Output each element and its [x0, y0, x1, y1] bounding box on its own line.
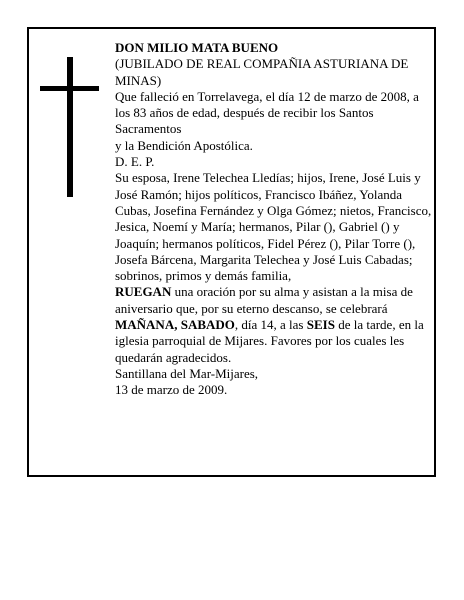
cross-icon-bar: [40, 86, 99, 91]
deceased-name: DON MILIO MATA BUENO: [115, 40, 279, 55]
request-text: una oración por su alma y asistan a la misa de aniversario que, por su eterno descanso, se celebrará: [115, 284, 417, 316]
death-details: Que falleció en Torrelavega, el día 12 de marzo de 2008, a los 83 años de edad, después de recibir los Santos Sacramentos: [115, 88, 423, 137]
request-word: RUEGAN: [115, 284, 172, 300]
closing-text: de la tarde, en la iglesia parroquial de Mijares. Favores por los cuales les quedarán agradecidos.: [115, 317, 427, 365]
mass-day-text: , día 14, a las: [234, 317, 307, 333]
rip-line: D. E. P.: [115, 154, 155, 170]
obituary-text: [115, 40, 435, 399]
mass-day: MAÑANA, SABADO: [115, 317, 235, 333]
place-line: Santillana del Mar-Mijares,: [115, 365, 259, 381]
deceased-affiliation: (JUBILADO DE REAL COMPAÑIA ASTURIANA DE MINAS): [115, 56, 412, 88]
cross-icon: [67, 57, 73, 197]
date-line: 13 de marzo de 2009.: [115, 382, 228, 398]
mass-time: SEIS: [306, 317, 335, 333]
sacraments-line: y la Bendición Apostólica.: [115, 137, 253, 153]
family-list: Su esposa, Irene Telechea Lledías; hijos, Irene, José Luis y José Ramón; hijos políticos, Francisco Ibáñez, Yolanda Cubas, Josefina Fernández y Olga Gómez; nietos, Francisco, Jesica, Noemí y María; hermanos, Pilar (), Gabriel () y Joaquín; hermanos políticos, Fidel Pérez (), Pilar Torre (), Josefa Bárcena, Margarita Telechea y José Luis Cabadas; sobrinos, primos y demás familia,: [115, 170, 435, 284]
obituary-notice: [27, 27, 436, 477]
mass-request: [115, 284, 435, 365]
